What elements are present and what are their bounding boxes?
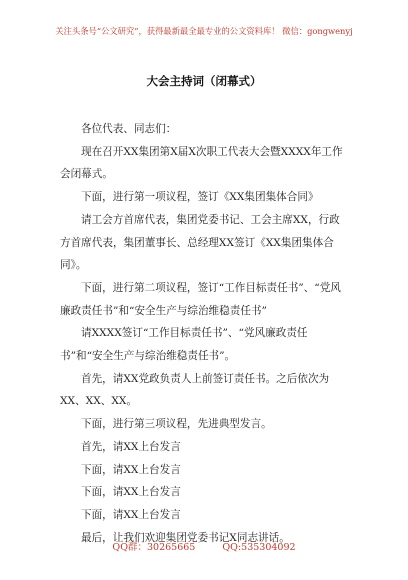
- footer: [0, 539, 408, 553]
- paragraph: 首先，请XX党政负责人上前签订责任书。之后依次为XX、XX、XX。: [60, 372, 330, 408]
- footer-qq-number: QQ:535304092: [222, 542, 296, 553]
- paragraph: 下面，请XX上台发言: [81, 463, 181, 476]
- document-title: 大会主持词（闭幕式）: [146, 74, 262, 88]
- header-banner: 关注头条号“公文研究”，获得最新最全最专业的公文资料库！ 微信：gongwenyj: [55, 26, 353, 36]
- paragraph: 下面，请XX上台发言: [81, 508, 181, 521]
- paragraph: 下面，进行第三项议程，先进典型发言。: [81, 418, 272, 431]
- paragraph: 请XXXX签订“工作目标责任书”、“党风廉政责任书”和“安全生产与综治维稳责任书”。: [60, 327, 308, 363]
- paragraph: 首先，请XX上台发言: [81, 440, 181, 453]
- paragraph: 下面，请XX上台发言: [81, 486, 181, 499]
- paragraph: 下面，进行第二项议程，签订“工作目标责任书”、“党风廉政责任书”和“安全生产与综治维稳责任书”: [60, 281, 341, 317]
- footer-qq-group: QQ群：30265665: [112, 542, 196, 553]
- paragraph-salutation: 各位代表、同志们：: [81, 123, 177, 135]
- paragraph: 请工会方首席代表，集团党委书记、工会主席XX，行政方首席代表，集团董事长、总经理XX签订《XX集团集体合同》。: [60, 213, 340, 272]
- document-body: [60, 118, 350, 549]
- paragraph: 最后，让我们欢迎集团党委书记X同志讲话。: [81, 531, 290, 544]
- paragraph: 下面，进行第一项议程，签订《XX集团集体合同》: [81, 191, 319, 204]
- paragraph: 现在召开XX集团第X届X次职工代表大会暨XXXX年工作会闭幕式。: [60, 145, 343, 181]
